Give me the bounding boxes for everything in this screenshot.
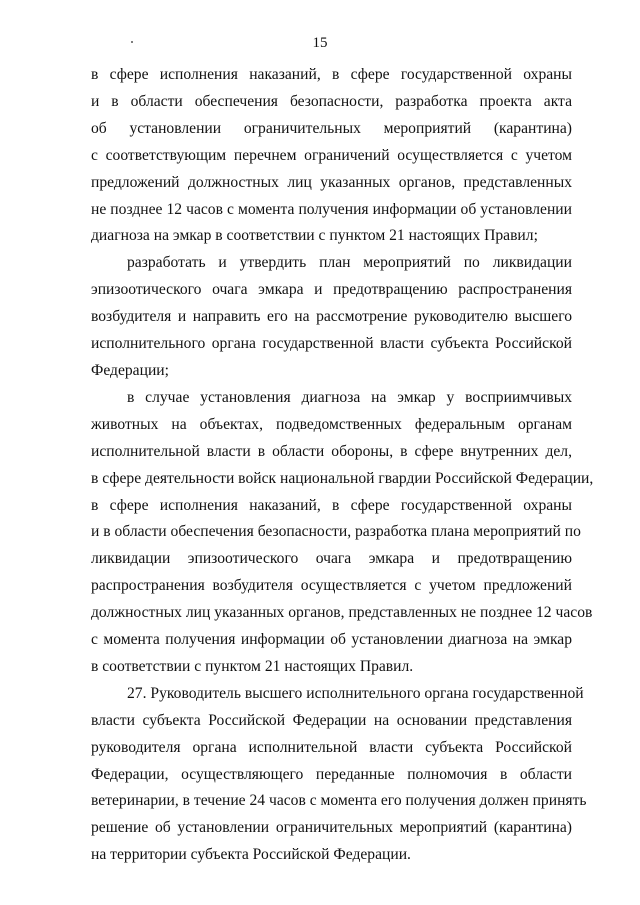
paragraph-1 [91, 62, 572, 250]
text-line: на территории субъекта Российской Федерации. [91, 846, 411, 864]
text-line: разработать и утвердить план мероприятий по ликвидации [127, 254, 572, 272]
page-number: 15 [312, 35, 328, 51]
text-line: в сфере исполнения наказаний, в сфере государственной охраны [91, 66, 572, 83]
text-line: ветеринарии, в течение 24 часов с момента его получения должен принять [91, 792, 587, 810]
paragraph-3 [91, 385, 594, 681]
text-line: в сфере деятельности войск национальной гвардии Российской Федерации, [91, 469, 594, 487]
text-line: с момента получения информации об установлении диагноза на эмкар [91, 631, 572, 649]
text-line: решение об установлении ограничительных мероприятий (карантина) [91, 819, 572, 837]
text-line: диагноза на эмкар в соответствии с пунктом 21 настоящих Правил; [91, 227, 538, 245]
text-line: об установлении ограничительных мероприятий (карантина) [91, 119, 572, 137]
text-line: исполнительного органа государственной власти субъекта Российской [91, 335, 572, 353]
text-line: в соответствии с пунктом 21 настоящих Правил. [91, 657, 414, 675]
text-line: 27. Руководитель высшего исполнительного органа государственной [127, 684, 584, 702]
text-line: ликвидации эпизоотического очага эмкара и предотвращению [91, 550, 572, 568]
text-line: исполнительной власти в области обороны, в сфере внутренних дел, [91, 442, 572, 460]
text-line: и в области обеспечения безопасности, разработка проекта акта [91, 92, 572, 110]
text-line: с соответствующим перечнем ограничений осуществляется с учетом [91, 146, 572, 164]
text-line: распространения возбудителя осуществляется с учетом предложений [91, 577, 572, 595]
text-line: в сфере исполнения наказаний, в сфере государственной охраны [91, 496, 572, 514]
text-line: эпизоотического очага эмкара и предотвращению распространения [91, 281, 572, 299]
text-line: не позднее 12 часов с момента получения информации об установлении [91, 200, 572, 218]
text-line: возбудителя и направить его на рассмотрение руководителю высшего [91, 308, 572, 326]
text-line: животных на объектах, подведомственных федеральным органам [91, 415, 572, 433]
text-line: Федерации, осуществляющего переданные полномочия в области [91, 765, 572, 783]
text-line: и в области обеспечения безопасности, разработка плана мероприятий по [91, 523, 581, 541]
paragraph-2 [91, 250, 572, 385]
body-text [91, 62, 594, 869]
text-line: должностных лиц указанных органов, представленных не позднее 12 часов [91, 604, 593, 622]
text-line: власти субъекта Российской Федерации на основании представления [91, 711, 572, 729]
text-line: в случае установления диагноза на эмкар у восприимчивых [127, 388, 572, 406]
paragraph-4 [91, 681, 587, 869]
text-line: руководителя органа исполнительной власти субъекта Российской [91, 738, 572, 756]
text-line: Федерации; [91, 361, 169, 379]
text-line: предложений должностных лиц указанных органов, представленных [91, 173, 572, 191]
